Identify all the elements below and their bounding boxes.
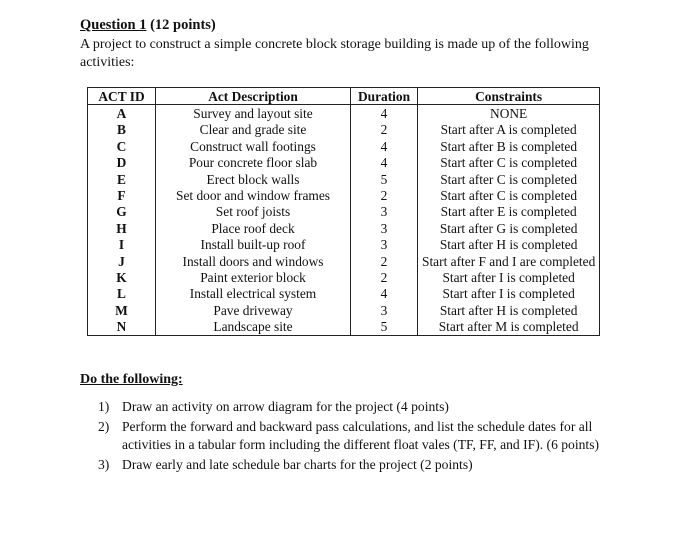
- list-item: [98, 456, 638, 474]
- act-id: N: [88, 318, 156, 335]
- table-row: [88, 302, 600, 318]
- act-duration: 4: [351, 286, 418, 302]
- item-number: 2): [98, 419, 110, 434]
- act-description: Place roof deck: [156, 220, 351, 236]
- act-id: F: [88, 187, 156, 203]
- question-label: Question 1: [80, 17, 147, 33]
- act-id: G: [88, 204, 156, 220]
- act-constraint: Start after E is completed: [418, 204, 600, 220]
- question-heading: [80, 17, 216, 34]
- act-description: Pave driveway: [156, 302, 351, 318]
- act-description: Pour concrete floor slab: [156, 155, 351, 171]
- act-id: E: [88, 171, 156, 187]
- table-row: [88, 155, 600, 171]
- act-description: Set roof joists: [156, 204, 351, 220]
- activity-table: [87, 87, 600, 336]
- table-row: [88, 269, 600, 285]
- act-constraint: NONE: [418, 105, 600, 122]
- act-description: Clear and grade site: [156, 122, 351, 138]
- act-description: Paint exterior block: [156, 269, 351, 285]
- table-row: [88, 286, 600, 302]
- table-row: [88, 122, 600, 138]
- act-duration: 3: [351, 220, 418, 236]
- act-constraint: Start after C is completed: [418, 155, 600, 171]
- act-description: Construct wall footings: [156, 138, 351, 154]
- act-constraint: Start after I is completed: [418, 286, 600, 302]
- act-duration: 3: [351, 302, 418, 318]
- act-duration: 4: [351, 155, 418, 171]
- header-act-id: ACT ID: [88, 88, 156, 105]
- act-duration: 2: [351, 269, 418, 285]
- act-constraint: Start after B is completed: [418, 138, 600, 154]
- act-description: Install built-up roof: [156, 237, 351, 253]
- act-id: M: [88, 302, 156, 318]
- question-intro: A project to construct a simple concrete block storage building is made up of the following activities:: [80, 37, 589, 70]
- act-id: B: [88, 122, 156, 138]
- act-description: Survey and layout site: [156, 105, 351, 122]
- act-duration: 2: [351, 253, 418, 269]
- act-duration: 3: [351, 204, 418, 220]
- act-id: K: [88, 269, 156, 285]
- act-constraint: Start after A is completed: [418, 122, 600, 138]
- list-item: [98, 418, 638, 454]
- act-duration: 5: [351, 318, 418, 335]
- act-id: I: [88, 237, 156, 253]
- act-id: C: [88, 138, 156, 154]
- item-number: 1): [98, 399, 110, 414]
- table-row: [88, 220, 600, 236]
- act-duration: 2: [351, 187, 418, 203]
- table-header-row: [88, 88, 600, 105]
- act-duration: 5: [351, 171, 418, 187]
- act-duration: 4: [351, 138, 418, 154]
- act-constraint: Start after G is completed: [418, 220, 600, 236]
- item-text: Perform the forward and backward pass calculations, and list the schedule dates for all activities in a tabular form including the different float vales (TF, FF, and IF). (6 points): [122, 419, 600, 452]
- act-id: D: [88, 155, 156, 171]
- table-row: [88, 253, 600, 269]
- act-constraint: Start after H is completed: [418, 302, 600, 318]
- act-id: J: [88, 253, 156, 269]
- table-row: [88, 187, 600, 203]
- table-row: [88, 171, 600, 187]
- header-constraints: Constraints: [418, 88, 600, 105]
- header-act-description: Act Description: [156, 88, 351, 105]
- tasks-list: [98, 398, 638, 476]
- list-item: [98, 398, 638, 416]
- table-row: [88, 138, 600, 154]
- activity-table-body: [88, 105, 600, 335]
- act-description: Install doors and windows: [156, 253, 351, 269]
- act-description: Erect block walls: [156, 171, 351, 187]
- tasks-title: Do the following:: [80, 372, 183, 387]
- act-duration: 4: [351, 105, 418, 122]
- act-id: A: [88, 105, 156, 122]
- question-points: (12 points): [146, 17, 216, 33]
- act-constraint: Start after C is completed: [418, 171, 600, 187]
- act-duration: 2: [351, 122, 418, 138]
- act-constraint: Start after M is completed: [418, 318, 600, 335]
- act-description: Landscape site: [156, 318, 351, 335]
- item-text: Draw an activity on arrow diagram for the project (4 points): [122, 399, 449, 414]
- act-id: L: [88, 286, 156, 302]
- act-constraint: Start after I is completed: [418, 269, 600, 285]
- act-duration: 3: [351, 237, 418, 253]
- table-row: [88, 318, 600, 335]
- table-row: [88, 204, 600, 220]
- act-constraint: Start after F and I are completed: [418, 253, 600, 269]
- act-id: H: [88, 220, 156, 236]
- item-text: Draw early and late schedule bar charts for the project (2 points): [122, 457, 473, 472]
- act-constraint: Start after H is completed: [418, 237, 600, 253]
- header-duration: Duration: [351, 88, 418, 105]
- table-row: [88, 105, 600, 122]
- act-constraint: Start after C is completed: [418, 187, 600, 203]
- item-number: 3): [98, 457, 110, 472]
- act-description: Set door and window frames: [156, 187, 351, 203]
- table-row: [88, 237, 600, 253]
- act-description: Install electrical system: [156, 286, 351, 302]
